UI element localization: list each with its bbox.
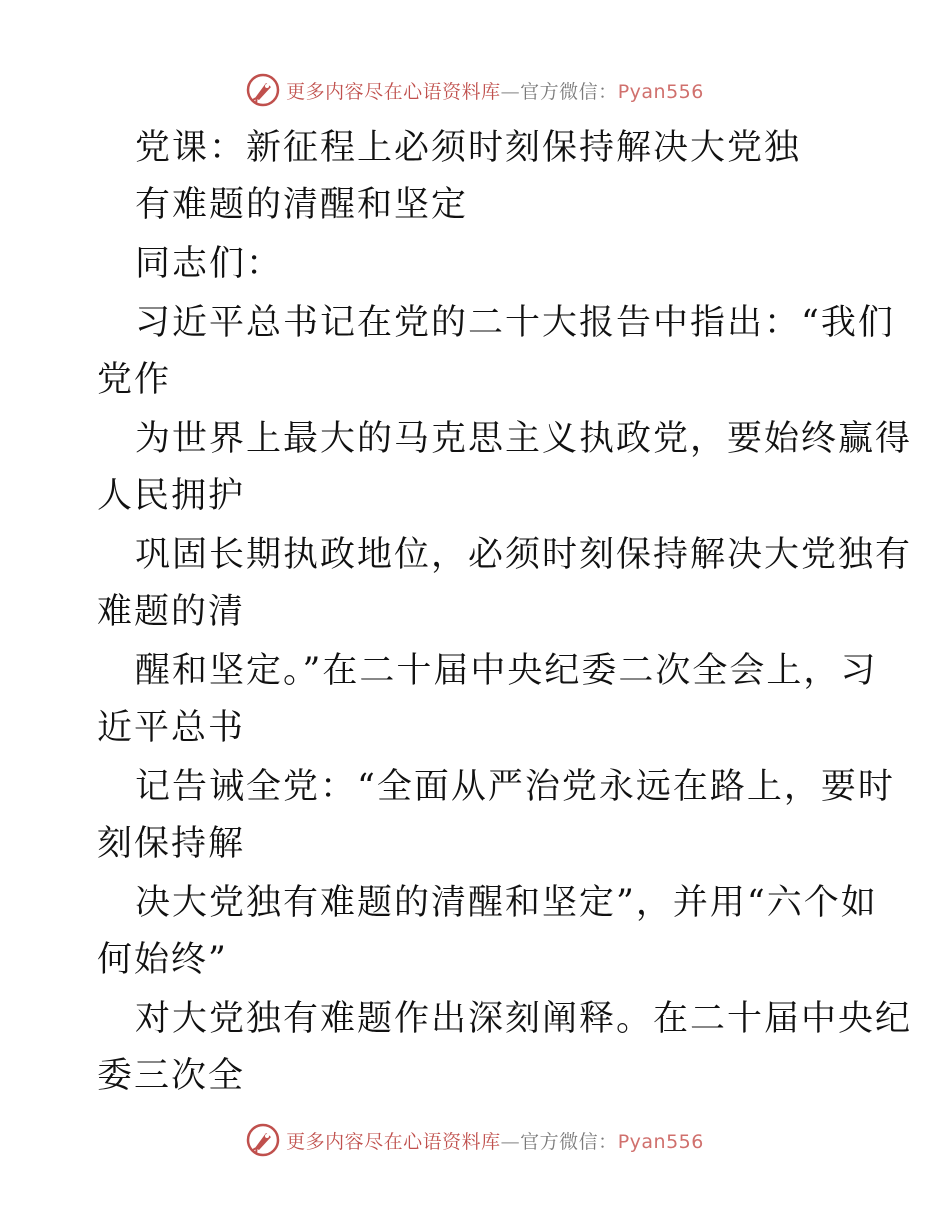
paragraph-line: 巩固长期执政地位，必须时刻保持解决大党独有	[135, 535, 913, 575]
footer-banner-main: 更多内容尽在心语资料库	[286, 1130, 501, 1153]
salutation-line: 同志们：	[135, 244, 284, 284]
paragraph-line: 人民拥护	[97, 476, 246, 516]
header-banner-main: 更多内容尽在心语资料库	[286, 80, 501, 103]
paragraph-line: 记告诫全党：“全面从严治党永远在路上，要时	[135, 767, 895, 807]
header-banner-wechat-id: Pyan556	[617, 80, 704, 103]
pen-nib-logo-icon	[246, 73, 280, 107]
paragraph-line: 醒和坚定。”在二十届中央纪委二次全会上，习	[135, 651, 878, 691]
paragraph-line: 党作	[97, 360, 172, 400]
footer-banner-wechat-id: Pyan556	[617, 1130, 704, 1153]
paragraph-line: 委三次全	[97, 1056, 246, 1096]
header-banner-dash: —	[500, 80, 521, 103]
footer-banner-text	[286, 1127, 704, 1154]
document-title-line-2: 有难题的清醒和坚定	[135, 185, 469, 225]
paragraph-line: 习近平总书记在党的二十大报告中指出：“我们	[135, 303, 895, 343]
document-title-line-1: 党课：新征程上必须时刻保持解决大党独	[135, 128, 802, 168]
footer-banner-official: 官方微信：	[520, 1130, 618, 1153]
paragraph-line: 为世界上最大的马克思主义执政党，要始终赢得	[135, 419, 913, 459]
pen-nib-logo-icon	[246, 1123, 280, 1157]
header-banner-text	[286, 77, 704, 104]
paragraph-line: 近平总书	[97, 708, 246, 748]
paragraph-line: 何始终”	[97, 940, 228, 980]
paragraph-line: 难题的清	[97, 592, 246, 632]
footer-banner	[0, 1120, 950, 1160]
paragraph-line: 刻保持解	[97, 824, 246, 864]
footer-banner-dash: —	[500, 1130, 521, 1153]
paragraph-line: 决大党独有难题的清醒和坚定”，并用“六个如	[135, 883, 878, 923]
paragraph-line: 对大党独有难题作出深刻阐释。在二十届中央纪	[135, 999, 913, 1039]
header-banner-official: 官方微信：	[520, 80, 618, 103]
header-banner	[0, 70, 950, 110]
